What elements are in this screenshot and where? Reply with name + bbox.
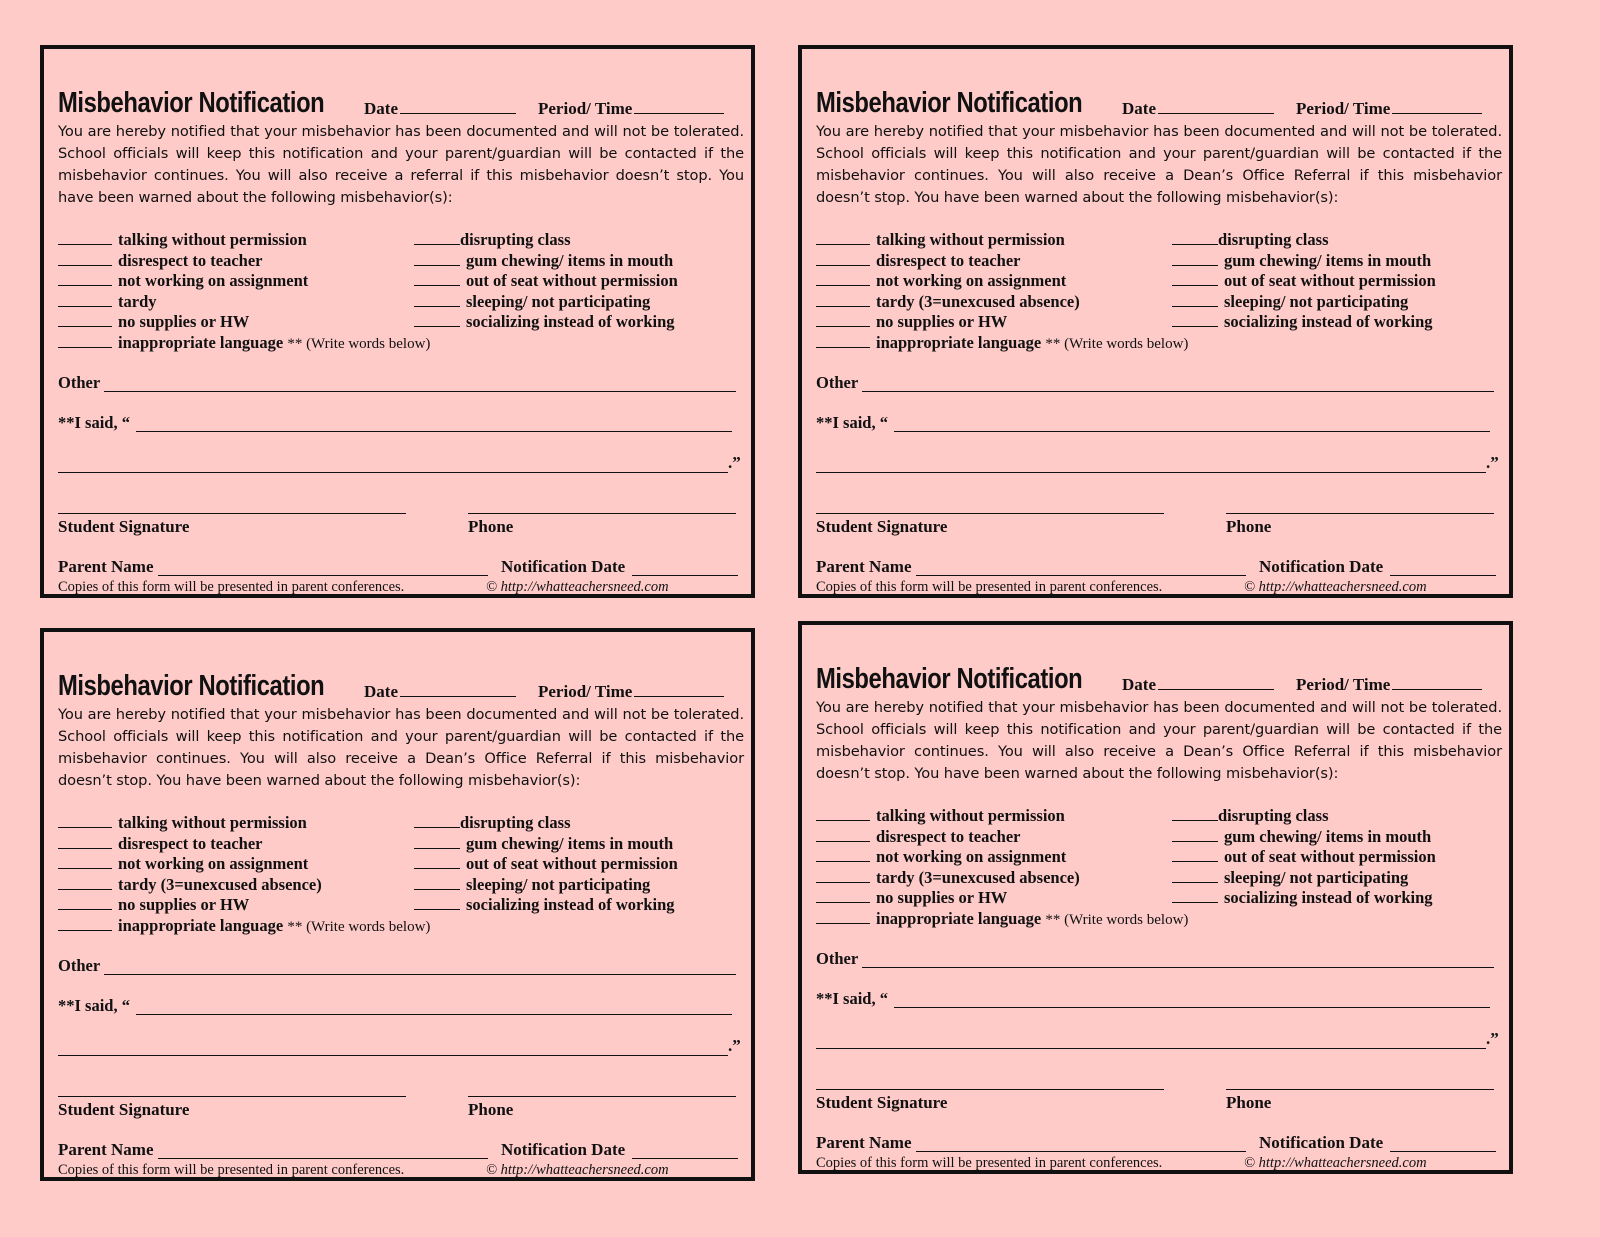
copies-note: Copies of this form will be presented in parent conferences. [58,579,405,595]
item-label: socializing instead of working [1224,888,1433,907]
form-title: Misbehavior Notification [816,663,1083,695]
item-label: gum chewing/ items in mouth [1224,250,1432,270]
period-time-line[interactable] [1392,689,1482,690]
item-label: tardy [118,291,157,311]
i-said-label: **I said, “ [816,989,888,1008]
form-title: Misbehavior Notification [58,670,325,702]
language-note: ** (Write words below) [1045,335,1189,352]
check-blank[interactable] [816,312,870,327]
check-blank[interactable] [1172,312,1218,327]
check-blank[interactable] [58,813,112,828]
item-label: disrespect to teacher [876,250,1021,270]
item-label: disrupting class [460,230,571,249]
period-time-line[interactable] [1392,113,1482,114]
period-time-line[interactable] [634,696,724,697]
checklist-item-right[interactable] [414,312,675,332]
checklist-item-right[interactable] [414,230,571,250]
item-label: sleeping/ not participating [466,291,651,311]
period-time-field[interactable] [538,99,724,119]
check-blank[interactable] [1172,888,1218,903]
check-blank[interactable] [58,895,112,910]
copies-note: Copies of this form will be presented in parent conferences. [58,1162,405,1178]
checklist-item-left[interactable] [816,333,1188,353]
date-line[interactable] [1158,689,1274,690]
item-label: not working on assignment [876,271,1067,290]
check-blank[interactable] [1172,827,1218,842]
item-label: sleeping/ not participating [1224,291,1409,311]
parent-name-label: Parent Name [58,557,154,576]
date-label: Date [1122,99,1156,118]
checklist-item-left[interactable] [58,230,307,250]
date-label: Date [364,682,398,701]
checklist-item-left[interactable] [58,312,249,332]
period-time-field[interactable] [1296,675,1482,695]
other-label: Other [58,956,101,975]
date-label: Date [1122,675,1156,694]
item-label: disrupting class [1218,806,1329,825]
check-blank[interactable] [1172,251,1218,266]
copyright-link[interactable]: © http://whatteachersneed.com [1244,579,1427,595]
other-label: Other [816,373,859,392]
check-blank[interactable] [816,827,870,842]
check-blank[interactable] [414,813,460,828]
date-field[interactable] [364,682,516,702]
student-signature-label: Student Signature [58,1100,190,1119]
item-label: inappropriate language [118,915,284,935]
check-blank[interactable] [1172,271,1218,286]
checklist-item-right[interactable] [414,251,673,271]
checklist-item-left[interactable] [816,868,1080,888]
form-title: Misbehavior Notification [816,87,1083,119]
other-line[interactable] [862,391,1494,392]
item-label: out of seat without permission [1224,847,1436,866]
i-said-line-2[interactable] [58,472,728,473]
item-label: inappropriate language [876,332,1042,352]
student-signature-line[interactable] [58,513,406,514]
item-label: sleeping/ not participating [466,874,651,894]
checklist-item-right[interactable] [414,875,650,895]
student-signature-line[interactable] [816,1089,1164,1090]
phone-label: Phone [1226,1093,1272,1112]
item-label: out of seat without permission [1224,271,1436,290]
checklist-item-left[interactable] [58,854,308,874]
student-signature-line[interactable] [58,1096,406,1097]
i-said-label: **I said, “ [58,996,130,1015]
item-label: sleeping/ not participating [1224,867,1409,887]
period-time-line[interactable] [634,113,724,114]
checklist-item-right[interactable] [1172,806,1329,826]
check-blank[interactable] [816,888,870,903]
parent-name-label: Parent Name [816,557,912,576]
copies-note: Copies of this form will be presented in parent conferences. [816,579,1163,595]
item-label: talking without permission [118,230,307,249]
checklist-item-left[interactable] [58,875,322,895]
copyright-link[interactable]: © http://whatteachersneed.com [486,1162,669,1178]
checklist-item-right[interactable] [1172,230,1329,250]
check-blank[interactable] [58,854,112,869]
item-label: no supplies or HW [876,312,1008,331]
checklist-item-right[interactable] [1172,847,1436,867]
check-blank[interactable] [58,271,112,286]
check-blank[interactable] [58,333,112,348]
language-note: ** (Write words below) [287,918,431,935]
date-line[interactable] [400,113,516,114]
check-blank[interactable] [816,868,870,883]
check-blank[interactable] [58,834,112,849]
item-label: disrespect to teacher [876,826,1021,846]
item-label: socializing instead of working [1224,312,1433,331]
copies-note: Copies of this form will be presented in parent conferences. [816,1155,1163,1171]
period-time-label: Period/ Time [538,99,633,118]
checklist-item-right[interactable] [1172,312,1433,332]
item-label: talking without permission [876,230,1065,249]
check-blank[interactable] [414,895,460,910]
item-label: socializing instead of working [466,312,675,331]
notification-date-label: Notification Date [501,557,626,576]
check-blank[interactable] [414,312,460,327]
quote-end: .” [1486,453,1499,472]
period-time-field[interactable] [538,682,724,702]
check-blank[interactable] [1172,847,1218,862]
quote-end: .” [1486,1029,1499,1048]
other-line[interactable] [104,974,736,975]
item-label: no supplies or HW [118,895,250,914]
date-field[interactable] [1122,99,1274,119]
other-label: Other [816,949,859,968]
item-label: disrespect to teacher [118,250,263,270]
notification-paragraph: You are hereby notified that your misbehavior has been documented and will not be tolerated. School officials will keep this notification and your parent/guardian will be contacted if the misbehavior continues. You will also receive a Dean’s Office Referral if this misbehavior doesn’t stop. You have been warned about the following misbehavior(s): [816,123,1502,206]
period-time-field[interactable] [1296,99,1482,119]
check-blank[interactable] [816,292,870,307]
check-blank[interactable] [58,312,112,327]
checklist-item-right[interactable] [414,813,571,833]
i-said-label: **I said, “ [58,413,130,432]
misbehavior-notification-form [798,621,1513,1174]
notification-date-line[interactable] [1390,575,1496,576]
parent-name-line[interactable] [158,575,488,576]
checklist-item-right[interactable] [414,895,675,915]
language-note: ** (Write words below) [1045,911,1189,928]
parent-name-line[interactable] [158,1158,488,1159]
i-said-line-2[interactable] [816,1048,1486,1049]
check-blank[interactable] [58,230,112,245]
item-label: tardy (3=unexcused absence) [876,867,1080,887]
i-said-line[interactable] [136,431,732,432]
checklist-item-right[interactable] [1172,251,1431,271]
form-title: Misbehavior Notification [58,87,325,119]
phone-line[interactable] [468,1096,736,1097]
i-said-label: **I said, “ [816,413,888,432]
other-label: Other [58,373,101,392]
parent-name-line[interactable] [916,575,1246,576]
notification-paragraph: You are hereby notified that your misbehavior has been documented and will not be tolerated. School officials will keep this notification and your parent/guardian will be contacted if the misbehavior continues. You will also receive a Dean’s Office Referral if this misbehavior doesn’t stop. You have been warned about the following misbehavior(s): [816,699,1502,782]
period-time-label: Period/ Time [538,682,633,701]
checklist-item-left[interactable] [58,895,249,915]
notification-date-label: Notification Date [501,1140,626,1159]
student-signature-label: Student Signature [58,517,190,536]
check-blank[interactable] [58,916,112,931]
check-blank[interactable] [414,854,460,869]
item-label: gum chewing/ items in mouth [1224,826,1432,846]
i-said-line-2[interactable] [58,1055,728,1056]
quote-end: .” [728,1036,741,1055]
language-note: ** (Write words below) [287,335,431,352]
check-blank[interactable] [816,251,870,266]
item-label: no supplies or HW [876,888,1008,907]
date-field[interactable] [1122,675,1274,695]
checklist-item-left[interactable] [816,909,1188,929]
item-label: not working on assignment [876,847,1067,866]
item-label: tardy (3=unexcused absence) [118,874,322,894]
check-blank[interactable] [816,909,870,924]
phone-label: Phone [1226,517,1272,536]
checklist-item-left[interactable] [816,312,1007,332]
notification-date-line[interactable] [1390,1151,1496,1152]
checklist-item-left[interactable] [816,847,1066,867]
checklist-item-left[interactable] [816,251,1020,271]
check-blank[interactable] [58,251,112,266]
check-blank[interactable] [1172,806,1218,821]
checklist-item-right[interactable] [414,834,673,854]
notification-date-line[interactable] [632,575,738,576]
checklist-item-right[interactable] [414,271,678,291]
check-blank[interactable] [1172,230,1218,245]
notification-paragraph: You are hereby notified that your misbehavior has been documented and will not be tolerated. School officials will keep this notification and your parent/guardian will be contacted if the misbehavior continues. You will also receive a Dean’s Office Referral if this misbehavior doesn’t stop. You have been warned about the following misbehavior(s): [58,706,744,789]
period-time-label: Period/ Time [1296,99,1391,118]
check-blank[interactable] [816,333,870,348]
item-label: out of seat without permission [466,271,678,290]
i-said-line-2[interactable] [816,472,1486,473]
checklist-item-left[interactable] [58,271,308,291]
phone-label: Phone [468,517,514,536]
misbehavior-notification-form [40,45,755,598]
check-blank[interactable] [58,875,112,890]
quote-end: .” [728,453,741,472]
check-blank[interactable] [414,271,460,286]
check-blank[interactable] [816,847,870,862]
parent-name-label: Parent Name [816,1133,912,1152]
item-label: disrupting class [1218,230,1329,249]
checklist-item-left[interactable] [816,806,1065,826]
item-label: talking without permission [876,806,1065,825]
i-said-line[interactable] [894,431,1490,432]
item-label: socializing instead of working [466,895,675,914]
checklist-item-left[interactable] [58,916,430,936]
date-field[interactable] [364,99,516,119]
item-label: disrespect to teacher [118,833,263,853]
item-label: tardy (3=unexcused absence) [876,291,1080,311]
period-time-label: Period/ Time [1296,675,1391,694]
checklist-item-right[interactable] [1172,888,1433,908]
check-blank[interactable] [414,251,460,266]
checklist-item-right[interactable] [1172,271,1436,291]
notification-date-line[interactable] [632,1158,738,1159]
misbehavior-notification-form [798,45,1513,598]
other-line[interactable] [104,391,736,392]
i-said-line[interactable] [894,1007,1490,1008]
other-line[interactable] [862,967,1494,968]
checklist-item-left[interactable] [816,230,1065,250]
check-blank[interactable] [816,271,870,286]
i-said-line[interactable] [136,1014,732,1015]
checklist-item-right[interactable] [1172,827,1431,847]
parent-name-line[interactable] [916,1151,1246,1152]
date-line[interactable] [400,696,516,697]
checklist-item-right[interactable] [414,292,650,312]
date-line[interactable] [1158,113,1274,114]
parent-name-label: Parent Name [58,1140,154,1159]
checklist-item-left[interactable] [816,827,1020,847]
item-label: inappropriate language [118,332,284,352]
item-label: disrupting class [460,813,571,832]
check-blank[interactable] [816,806,870,821]
item-label: not working on assignment [118,271,309,290]
checklist-item-left[interactable] [816,271,1066,291]
phone-line[interactable] [1226,513,1494,514]
checklist-item-left[interactable] [58,292,157,312]
check-blank[interactable] [414,875,460,890]
check-blank[interactable] [1172,292,1218,307]
check-blank[interactable] [414,292,460,307]
item-label: not working on assignment [118,854,309,873]
checklist-item-left[interactable] [58,813,307,833]
check-blank[interactable] [414,230,460,245]
notification-date-label: Notification Date [1259,557,1384,576]
check-blank[interactable] [1172,868,1218,883]
student-signature-label: Student Signature [816,1093,948,1112]
item-label: inappropriate language [876,908,1042,928]
copyright-link[interactable]: © http://whatteachersneed.com [1244,1155,1427,1171]
checklist-item-left[interactable] [58,333,430,353]
phone-line[interactable] [468,513,736,514]
student-signature-label: Student Signature [816,517,948,536]
check-blank[interactable] [414,834,460,849]
item-label: talking without permission [118,813,307,832]
phone-line[interactable] [1226,1089,1494,1090]
checklist-item-left[interactable] [58,251,262,271]
check-blank[interactable] [816,230,870,245]
checklist-item-right[interactable] [1172,292,1408,312]
checklist-item-right[interactable] [414,854,678,874]
item-label: gum chewing/ items in mouth [466,250,674,270]
notification-date-label: Notification Date [1259,1133,1384,1152]
student-signature-line[interactable] [816,513,1164,514]
check-blank[interactable] [58,292,112,307]
checklist-item-left[interactable] [816,888,1007,908]
checklist-item-right[interactable] [1172,868,1408,888]
copyright-link[interactable]: © http://whatteachersneed.com [486,579,669,595]
item-label: gum chewing/ items in mouth [466,833,674,853]
notification-paragraph: You are hereby notified that your misbehavior has been documented and will not be tolerated. School officials will keep this notification and your parent/guardian will be contacted if the misbehavior continues. You will also receive a referral if this misbehavior doesn’t stop. You have been warned about the following misbehavior(s): [58,123,744,206]
checklist-item-left[interactable] [816,292,1080,312]
item-label: no supplies or HW [118,312,250,331]
checklist-item-left[interactable] [58,834,262,854]
phone-label: Phone [468,1100,514,1119]
misbehavior-notification-form [40,628,755,1181]
item-label: out of seat without permission [466,854,678,873]
date-label: Date [364,99,398,118]
